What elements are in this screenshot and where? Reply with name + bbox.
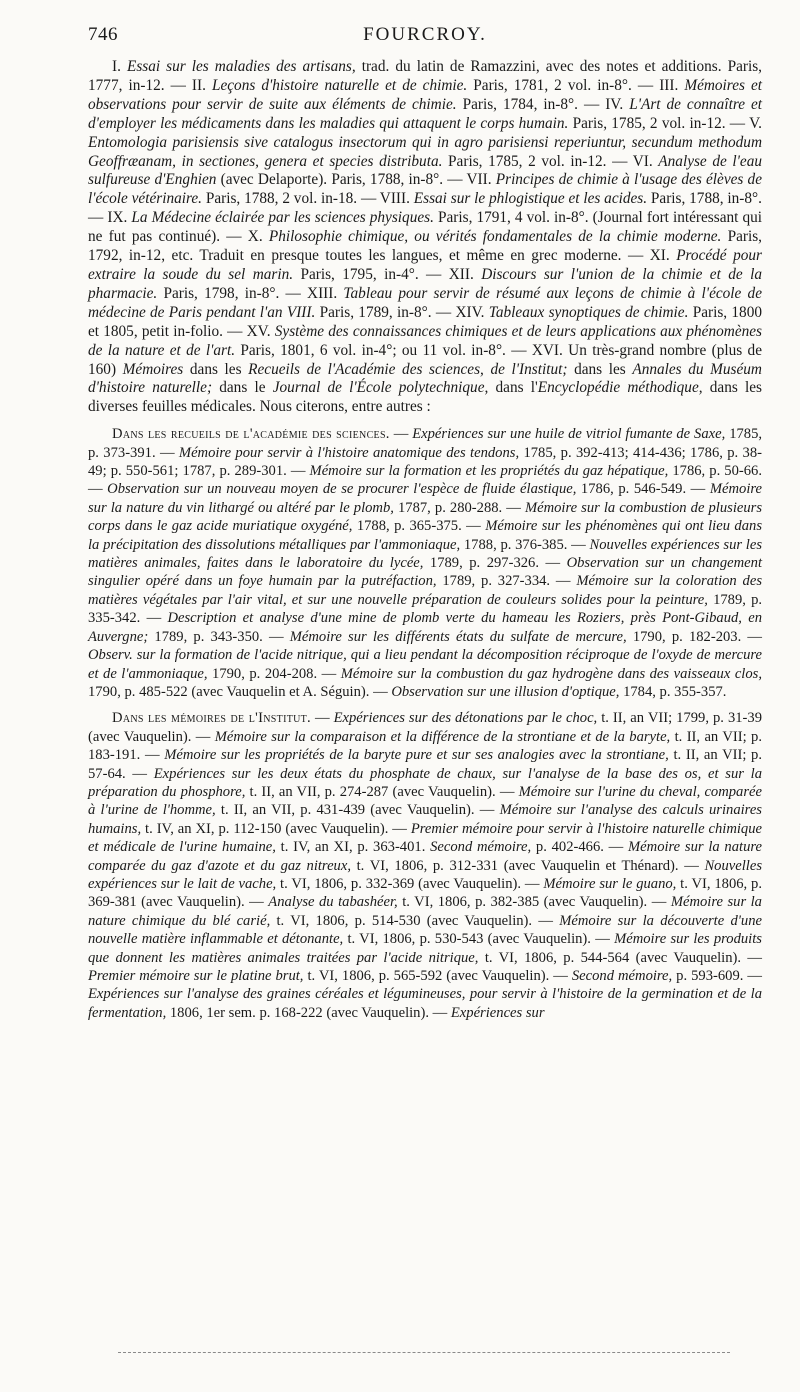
- text-run: —: [389, 426, 413, 443]
- work-title: Expériences sur des détonations par le choc,: [333, 710, 598, 727]
- text-run: p. 402-466. —: [531, 839, 629, 856]
- text-run: 1806, 1er sem. p. 168-222 (avec Vauquelin). —: [166, 1004, 451, 1021]
- work-title: Expériences sur l'analyse des graines céréales et légumineuses, pour servir à l'histoire de la germination et de la fermentation,: [88, 986, 762, 1021]
- text-run: dans l': [488, 379, 538, 397]
- work-title: Journal de l'École polytechnique,: [272, 379, 489, 397]
- text-run: t. II, an VII, p. 431-439 (avec Vauquelin). —: [215, 802, 500, 819]
- text-run: Paris, 1801, 6 vol. in-4°; ou 11 vol. in-8°. — XVI. Un très-grand nombre (plus de 160): [88, 341, 762, 378]
- work-title: Nouvelles expériences sur le lait de vache,: [88, 857, 763, 892]
- work-title: Mémoire sur les différents états du sulfate de mercure,: [289, 628, 627, 645]
- text-run: t. VI, 1806, p. 332-369 (avec Vauquelin). —: [276, 875, 544, 892]
- work-title: La Médecine éclairée par les sciences physiques.: [131, 209, 434, 227]
- work-title: Mémoires: [122, 360, 184, 378]
- text-run: Paris, 1784, in-8°. — IV.: [456, 95, 630, 113]
- text-run: t. II, an VII; p. 57-64. —: [88, 747, 762, 782]
- text-run: t. VI, 1806, p. 382-385 (avec Vauquelin). —: [397, 894, 671, 911]
- institut-paragraph: [88, 709, 762, 1022]
- work-title: Tableaux synoptiques de chimie.: [488, 303, 689, 321]
- text-run: Paris, 1795, in-4°. — XII.: [293, 265, 482, 283]
- running-head: FOURCROY.: [363, 24, 487, 45]
- text-run: Paris, 1798, in-8°. — XIII.: [157, 284, 344, 302]
- page-body: [88, 58, 762, 1022]
- section-heading: Dans les mémoires de l'Institut.: [112, 710, 311, 727]
- text-run: 1784, p. 355-357.: [619, 683, 727, 700]
- text-run: p. 593-609. —: [672, 968, 762, 984]
- text-run: 1790, p. 485-522 (avec Vauquelin et A. Séguin). —: [88, 683, 392, 700]
- text-run: Paris, 1792, in-12, etc. Traduit en presque toutes les langues, et même en grec moderne. — XI.: [88, 228, 762, 265]
- work-title: Expériences sur: [450, 1004, 545, 1021]
- work-title: Observation sur un changement singulier opéré dans un foye humain par la putréfaction,: [88, 555, 762, 590]
- work-title: Nouvelles expériences sur les matières animales, faites dans le laboratoire du lycée,: [88, 536, 762, 572]
- work-title: Leçons d'histoire naturelle et de chimie.: [211, 76, 468, 94]
- work-title: Mémoire sur la nature chimique du blé carié,: [88, 894, 762, 929]
- work-title: Procédé pour extraire la soude du sel marin.: [88, 247, 762, 283]
- work-title: Observation sur une illusion d'optique,: [391, 683, 620, 700]
- work-title: Principes de chimie à l'usage des élèves de l'école vétérinaire.: [88, 171, 762, 208]
- text-run: —: [310, 710, 334, 727]
- work-title: Mémoire sur l'urine du cheval, comparée à l'urine de l'homme,: [88, 783, 762, 819]
- text-run: t. VI, 1806, p. 514-530 (avec Vauquelin). —: [270, 912, 560, 929]
- text-run: 1785, p. 392-413; 414-436; 1786, p. 38-49; p. 550-561; 1787, p. 289-301. —: [88, 444, 762, 480]
- text-run: 1789, p. 335-342. —: [88, 591, 763, 627]
- text-run: 1789, p. 327-334. —: [436, 573, 577, 590]
- work-title: Mémoire sur l'analyse des calculs urinaires humains,: [88, 802, 762, 837]
- work-title: Mémoire sur les phénomènes qui ont lieu dans la précipitation des dissolutions métalliques par l'ammoniaque,: [88, 518, 763, 553]
- work-title: Annales du Muséum d'histoire naturelle;: [88, 360, 762, 397]
- text-run: dans les: [183, 360, 249, 378]
- work-title: Essai sur le phlogistique et les acides.: [413, 190, 648, 208]
- text-run: 1789, p. 343-350. —: [148, 628, 290, 645]
- work-title: Expériences sur les deux états du phosphate de chaux, sur l'analyse de la base des os, et sur la préparation du phosphore,: [88, 765, 763, 800]
- text-run: t. VI, 1806, p. 369-381 (avec Vauquelin). —: [88, 875, 762, 911]
- work-title: Tableau pour servir de résumé aux leçons de chimie à l'école de médecine de Paris pendant l'an VIII.: [88, 284, 762, 321]
- work-title: Mémoires et observations pour servir de suite aux éléments de chimie.: [88, 76, 762, 113]
- text-run: Paris, 1789, in-8°. — XIV.: [315, 303, 489, 321]
- work-title: Analyse du tabashéer,: [268, 894, 398, 911]
- text-run: 1788, p. 376-385. —: [460, 536, 590, 553]
- text-run: trad. du latin de Ramazzini, avec des notes et additions. Paris, 1777, in-12. — II.: [88, 58, 762, 94]
- text-run: t. II, an VII, p. 274-287 (avec Vauquelin). —: [245, 783, 519, 800]
- work-title: Observation sur un nouveau moyen de se procurer l'espèce de fluide élastique,: [107, 481, 577, 498]
- text-run: 1790, p. 204-208. —: [207, 665, 341, 682]
- text-run: 1786, p. 546-549. —: [576, 481, 710, 498]
- work-title: Premier mémoire pour servir à l'histoire naturelle chimique et médicale de l'urine humaine,: [88, 820, 763, 856]
- text-run: 1787, p. 280-288. —: [393, 499, 525, 516]
- work-title: Mémoire sur les propriétés de la baryte pure et sur ses analogies avec la strontiane,: [164, 747, 669, 764]
- work-title: Expériences sur une huile de vitriol fumante de Saxe,: [412, 426, 726, 443]
- text-run: dans les diverses feuilles médicales. Nous citerons, entre autres :: [88, 379, 762, 416]
- academie-sciences-paragraph: [88, 425, 762, 701]
- work-title: Entomologia parisiensis sive catalogus insectorum qui in agro parisiensi reperiuntur, secundum methodum Geoffræanam, in sectiones, genera et species distributa.: [88, 133, 762, 170]
- work-title: Essai sur les maladies des artisans,: [126, 58, 356, 75]
- work-title: Mémoire sur la formation et les propriétés du gaz hépatique,: [309, 463, 669, 480]
- section-heading: Dans les recueils de l'académie des sciences.: [112, 426, 390, 443]
- text-run: t. VI, 1806, p. 565-592 (avec Vauquelin). —: [303, 968, 572, 984]
- work-title: L'Art de connaître et d'employer les médicaments dans les maladies qui attaquent le corps humain.: [88, 95, 763, 132]
- work-title: Mémoire sur la coloration des matières végétales par l'air vital, et sur une nouvelle préparation de couleurs solides pour la peinture,: [88, 573, 762, 608]
- text-run: Paris, 1785, 2 vol. in-12. — V.: [568, 114, 762, 132]
- text-run: 1788, p. 365-375. —: [352, 518, 486, 535]
- work-title: Encyclopédie méthodique,: [537, 379, 703, 397]
- text-run: t. IV, an XI, p. 363-401.: [275, 839, 431, 856]
- work-title: Mémoire sur la combustion de plusieurs corps dans le gaz acide muriatique oxygéné,: [88, 499, 763, 535]
- footer-rule: [118, 1352, 730, 1353]
- work-title: Mémoire sur la comparaison et la différence de la strontiane et de la baryte,: [214, 728, 671, 745]
- text-run: Paris, 1781, 2 vol. in-8°. — III.: [467, 76, 685, 94]
- work-title: Second mémoire,: [430, 839, 532, 856]
- work-title: Mémoire sur les produits que donnent les matières animales traitées par l'acide nitrique,: [88, 931, 762, 966]
- page-header: [88, 24, 762, 54]
- work-title: Second mémoire,: [571, 968, 673, 984]
- text-run: Paris, 1800 et 1805, petit in-folio. — XV.: [88, 303, 763, 340]
- work-title: Recueils de l'Académie des sciences, de l'Institut;: [248, 360, 568, 378]
- text-run: t. IV, an XI, p. 112-150 (avec Vauquelin). —: [141, 820, 411, 837]
- text-run: t. VI, 1806, p. 312-331 (avec Vauquelin et Thénard). —: [350, 857, 705, 874]
- bibliography-paragraph: [88, 58, 762, 417]
- text-run: t. II, an VII; 1799, p. 31-39 (avec Vauquelin). —: [88, 710, 762, 745]
- text-run: t. VI, 1806, p. 530-543 (avec Vauquelin). —: [343, 931, 615, 948]
- text-run: t. VI, 1806, p. 544-564 (avec Vauquelin). —: [478, 949, 762, 966]
- text-run: 1789, p. 297-326. —: [423, 555, 567, 572]
- work-title: Observ. sur la formation de l'acide nitrique, qui a lieu pendant la décomposition réciproque de l'oxyde de mercure et de l'ammoniaque,: [88, 647, 762, 682]
- work-title: Système des connaissances chimiques et de leurs applications aux phénomènes de la nature et de l'art.: [88, 322, 762, 359]
- text-run: Paris, 1791, 4 vol. in-8°. (Journal fort intéressant qui ne fut pas continué). — X.: [88, 209, 763, 246]
- work-title: Mémoire sur la nature comparée du gaz d'azote et du gaz nitreux,: [88, 839, 762, 874]
- work-title: Mémoire sur le guano,: [543, 875, 677, 892]
- work-title: Philosophie chimique, ou vérités fondamentales de la chimie moderne.: [268, 228, 722, 246]
- work-title: Premier mémoire sur le platine brut,: [88, 968, 304, 984]
- work-title: Mémoire sur la découverte d'une nouvelle matière inflammable et détonante,: [88, 912, 762, 948]
- text-run: dans les: [567, 360, 633, 378]
- text-run: Paris, 1788, 2 vol. in-18. — VIII.: [202, 190, 414, 208]
- work-title: Description et analyse d'une mine de plomb verte du hameau les Roziers, près Pont-Gibaud, en Auvergne;: [88, 610, 763, 645]
- work-title: Discours sur l'union de la chimie et de la pharmacie.: [88, 265, 762, 302]
- text-run: 1790, p. 182-203. —: [626, 628, 762, 645]
- work-title: Mémoire sur la nature du vin lithargé ou altéré par le plomb,: [88, 481, 762, 516]
- work-title: Analyse de l'eau sulfureuse d'Enghien: [88, 152, 762, 189]
- text-run: I.: [112, 58, 127, 75]
- text-run: 1785, p. 373-391. —: [88, 426, 763, 461]
- page-number: 746: [88, 24, 118, 45]
- text-run: (avec Delaporte). Paris, 1788, in-8°. — VII.: [216, 171, 496, 189]
- work-title: Mémoire sur la combustion du gaz hydrogène dans des vaisseaux clos,: [340, 665, 762, 682]
- text-run: t. II, an VII; p. 183-191. —: [88, 728, 762, 764]
- text-run: Paris, 1788, in-8°. — IX.: [88, 190, 762, 227]
- text-run: Paris, 1785, 2 vol. in-12. — VI.: [442, 152, 659, 170]
- text-run: dans le: [212, 379, 273, 397]
- text-run: 1786, p. 50-66. —: [88, 463, 762, 498]
- work-title: Mémoire pour servir à l'histoire anatomique des tendons,: [178, 444, 520, 461]
